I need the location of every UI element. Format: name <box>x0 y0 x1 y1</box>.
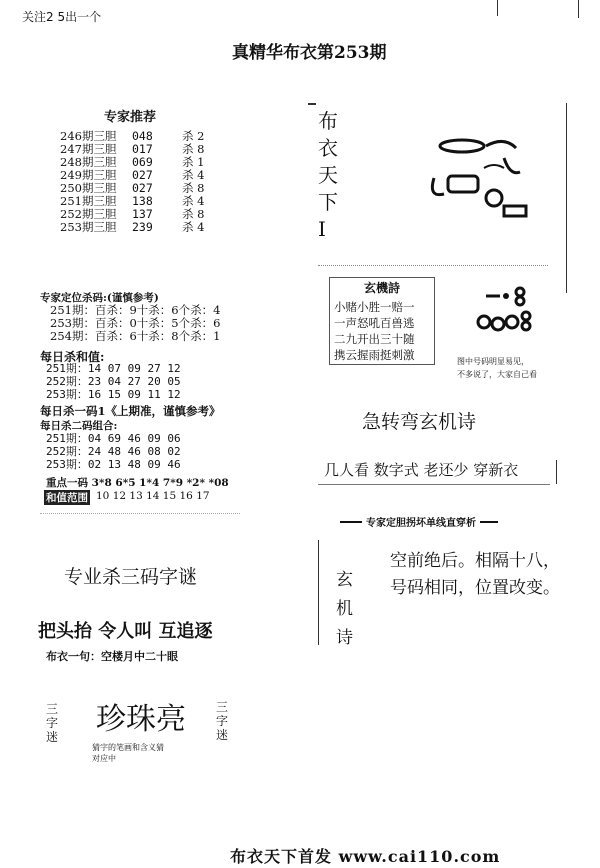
divider <box>556 460 557 484</box>
picture-note-2: 不多说了，大家自己看 <box>457 370 537 379</box>
riddle-hint: 布衣一句：空楼月中二十眼 <box>46 650 178 663</box>
picture-note-1: 图中号码明显易见， <box>457 357 529 366</box>
dash <box>480 521 498 523</box>
phrase-line: 几人看 数字式 老还少 穿新衣 <box>324 461 519 479</box>
daily-sum-heading: 每日杀和值: <box>40 350 105 364</box>
list-item: 252期：24 48 46 08 02 <box>46 445 181 458</box>
list-item: 251期：04 69 46 09 06 <box>46 432 181 445</box>
sum-range-values: 10 12 13 14 15 16 17 <box>96 490 210 502</box>
table-row: 253期三胆 239 杀 4 <box>60 220 205 234</box>
riddle-title: 专业杀三码字谜 <box>64 566 198 588</box>
xuanji-label: 玄机诗 <box>336 570 353 648</box>
table-row: 250期三胆 027 杀 8 <box>60 181 205 195</box>
three-char-note-1: 猜字的笔画和含义猜 <box>92 743 164 752</box>
list-item: 251期：14 07 09 27 12 <box>46 362 181 375</box>
poem-line: 携云握雨挺刺激 <box>334 348 415 362</box>
xuanji-line-1: 空前绝后。相隔十八， <box>390 551 560 571</box>
dash <box>340 521 362 523</box>
number-picture <box>474 286 554 336</box>
list-item: 253期：百杀：0十杀：5个杀：6 <box>50 316 221 330</box>
banner-text: 专家定胆拐坏单线直穿析 <box>366 518 476 529</box>
divider <box>318 484 550 485</box>
three-char-main: 珍珠亮 <box>96 702 186 737</box>
page-title: 真精华布衣第253期 <box>232 43 387 63</box>
divider <box>40 513 240 514</box>
positioning-list <box>50 304 220 343</box>
daily-two-heading: 每日杀二码组合: <box>40 420 118 432</box>
poem-line: 二九开出三十随 <box>334 332 415 346</box>
poem-line: 小赌小胜一赔一 <box>334 300 415 314</box>
three-char-left-label: 三字迷 <box>46 702 59 744</box>
table-row: 251期三胆 138 杀 4 <box>60 194 205 208</box>
table-row: 247期三胆 017 杀 8 <box>60 142 205 156</box>
corner-mark <box>497 0 498 16</box>
divider <box>566 103 567 293</box>
poem-line: 一声怒吼百兽逃 <box>334 316 415 330</box>
banner-line <box>340 514 498 529</box>
three-char-right-label: 三字迷 <box>216 700 229 742</box>
three-char-note-2: 对应中 <box>92 754 116 763</box>
xuanji-line-2: 号码相同，位置改变。 <box>390 578 560 598</box>
list-item: 251期：百杀：9十杀：6个杀：4 <box>50 303 221 317</box>
daily-two-list <box>46 432 181 471</box>
divider <box>318 540 319 645</box>
table-row: 252期三胆 137 杀 8 <box>60 207 205 221</box>
positioning-heading: 专家定位杀码:(谨慎参考) <box>40 292 159 304</box>
daily-sum-list <box>46 362 181 401</box>
sum-range-label: 和值范围 <box>46 492 88 504</box>
weight-line: 重点一码 3*8 6*5 1*4 7*9 *2* *08 <box>46 477 229 489</box>
poem-box <box>329 277 435 365</box>
top-note: 关注2 5出一个 <box>22 10 102 24</box>
list-item: 253期：16 15 09 11 12 <box>46 388 181 401</box>
table-row: 248期三胆 069 杀 1 <box>60 155 205 169</box>
list-item: 252期：23 04 27 20 05 <box>46 375 181 388</box>
list-item: 254期：百杀：6十杀：8个杀：1 <box>50 329 221 343</box>
mark <box>308 103 316 105</box>
expert-table <box>60 130 250 234</box>
daily-one-heading: 每日杀一码1《上期准，谨慎参考》 <box>40 404 221 418</box>
poem-lines <box>334 299 434 363</box>
quick-turn-title: 急转弯玄机诗 <box>362 411 477 433</box>
table-row: 246期三胆 048 杀 2 <box>60 129 205 143</box>
expert-heading: 专家推荐 <box>104 110 157 125</box>
sum-range-line <box>44 490 210 505</box>
vertical-title: 布衣天下I <box>318 109 338 241</box>
divider <box>318 265 548 266</box>
list-item: 253期：02 13 48 09 46 <box>46 458 181 471</box>
coded-glyph-image <box>424 128 540 228</box>
poem-title: 玄機詩 <box>363 281 400 295</box>
corner-mark <box>578 0 579 18</box>
table-row: 249期三胆 027 杀 4 <box>60 168 205 182</box>
riddle-line: 把头抬 令人叫 互追逐 <box>38 621 213 642</box>
footer-text: 布衣天下首发 www.cai110.com <box>230 847 501 866</box>
